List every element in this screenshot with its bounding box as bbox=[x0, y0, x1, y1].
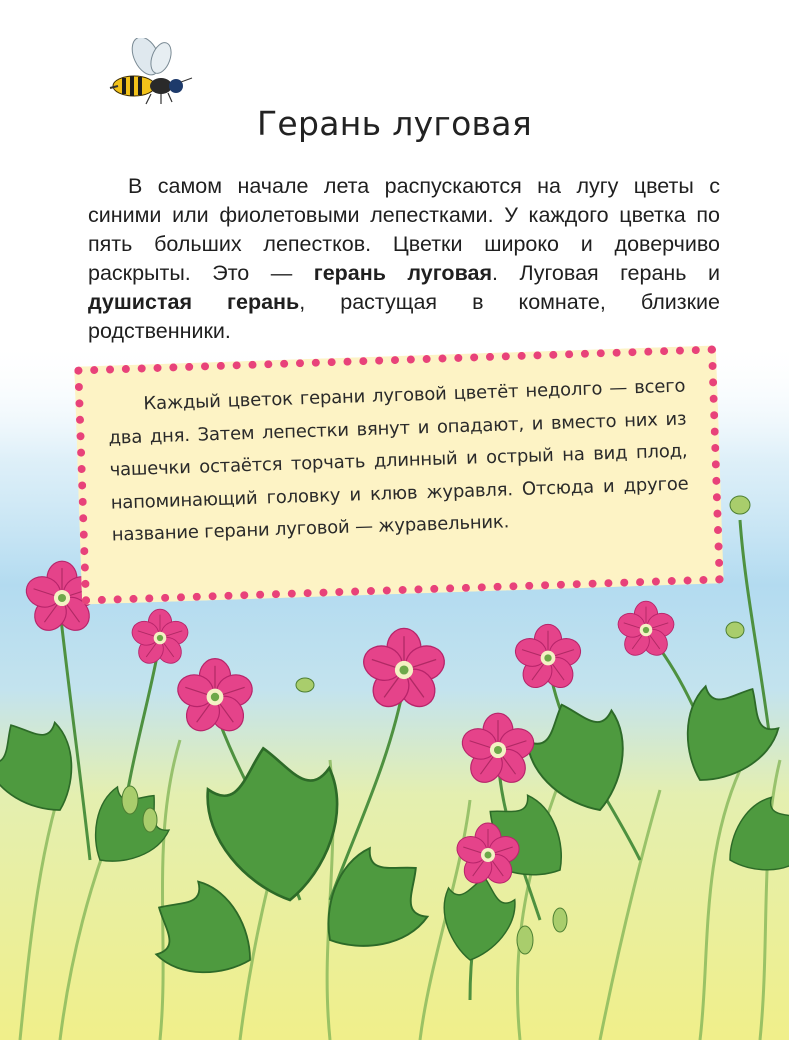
intro-text-1: В самом начале лета распускаются на лугу цветы с синими или фиолетовыми лепестками. У каждого цветка по пять больших лепестков. Цветки широко и доверчиво раскрыты. Это — bbox=[88, 174, 720, 285]
intro-paragraph bbox=[88, 172, 720, 346]
intro-text-3: , растущая в комнате, близкие родственники. bbox=[88, 290, 720, 343]
fact-note-box bbox=[74, 345, 724, 604]
term-meadow-geranium: герань луговая bbox=[313, 261, 492, 285]
note-text: Каждый цветок герани луговой цветёт недолго — всего два дня. Затем лепестки вянут и опадают, и вместо них из чашечки остаётся торчать длинный и острый на вид плод, напоминающий головку и клюв журавля. Отсюда и другое название герани луговой — журавельник. bbox=[108, 375, 689, 546]
term-scented-geranium: душистая герань bbox=[88, 290, 300, 314]
bee-icon bbox=[106, 38, 196, 108]
page-title: Герань луговая bbox=[257, 104, 532, 143]
intro-text-2: . Луговая герань и bbox=[492, 261, 720, 285]
